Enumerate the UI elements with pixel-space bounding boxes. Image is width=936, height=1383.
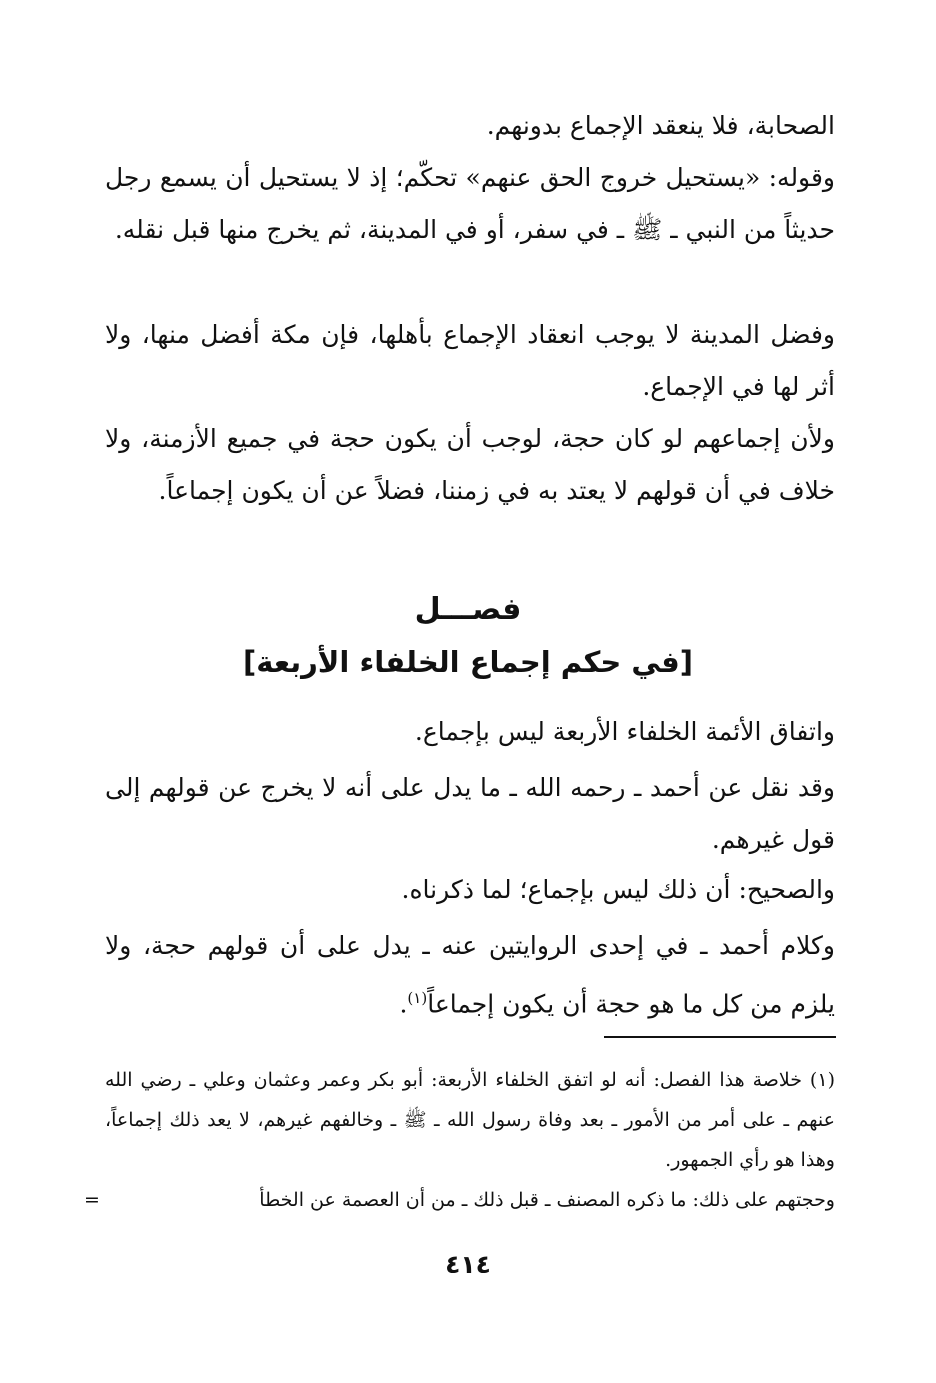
paragraph-6: وقد نقل عن أحمد ـ رحمه الله ـ ما يدل على أنه لا يخرج عن قولهم إلى قول غيرهم. [105,773,835,854]
paragraph-4: ولأن إجماعهم لو كان حجة، لوجب أن يكون حجة في جميع الأزمنة، ولا خلاف في أن قولهم لا يعتد به في زمننا، فضلاً عن أن يكون إجماعاً. [105,424,835,505]
footnote-reference[interactable]: (١) [407,989,428,1007]
footnote-continuation: وحجتهم على ذلك: ما ذكره المصنف ـ قبل ذلك ـ من أن العصمة عن الخطأ [259,1189,835,1211]
paragraph-3: وفضل المدينة لا يوجب انعقاد الإجماع بأهلها، فإن مكة أفضل منها، ولا أثر لها في الإجماع. [105,320,835,401]
page-number: ٤١٤ [445,1250,491,1279]
paragraph-8 [105,920,835,1030]
paragraph-5: واتفاق الأئمة الخلفاء الأربعة ليس بإجماع. [414,717,835,746]
paragraph-8-text: وكلام أحمد ـ في إحدى الروايتين عنه ـ يدل على أن قولهم حجة، ولا يلزم من كل ما هو حجة أن يكون إجماعاً [105,931,835,1019]
paragraph-8-end: . [399,989,408,1019]
paragraph-1: الصحابة، فلا ينعقد الإجماع بدونهم. [486,111,835,140]
paragraph-7: والصحيح: أن ذلك ليس بإجماع؛ لما ذكرناه. [401,875,835,904]
section-subheading: [في حكم إجماع الخلفاء الأربعة] [243,645,693,679]
footnote-1: (١) خلاصة هذا الفصل: أنه لو اتفق الخلفاء الأربعة: أبو بكر وعمر وعثمان وعلي ـ رضي الله عنهم ـ على أمر من الأمور ـ بعد وفاة رسول الله ـ ﷺ ـ وخالفهم غيرهم، لا يعد ذلك إجماعاً، وهذا هو رأي الجمهور. [105,1069,835,1171]
paragraph-2: وقوله: «يستحيل خروج الحق عنهم» تحكّم؛ إذ لا يستحيل أن يسمع رجل حديثاً من النبي ـ ﷺ ـ في سفر، أو في المدينة، ثم يخرج منها قبل نقله. [105,163,835,244]
section-heading: فصـــل [414,592,522,627]
continuation-mark: = [84,1189,100,1211]
footnote-separator [604,1036,836,1038]
